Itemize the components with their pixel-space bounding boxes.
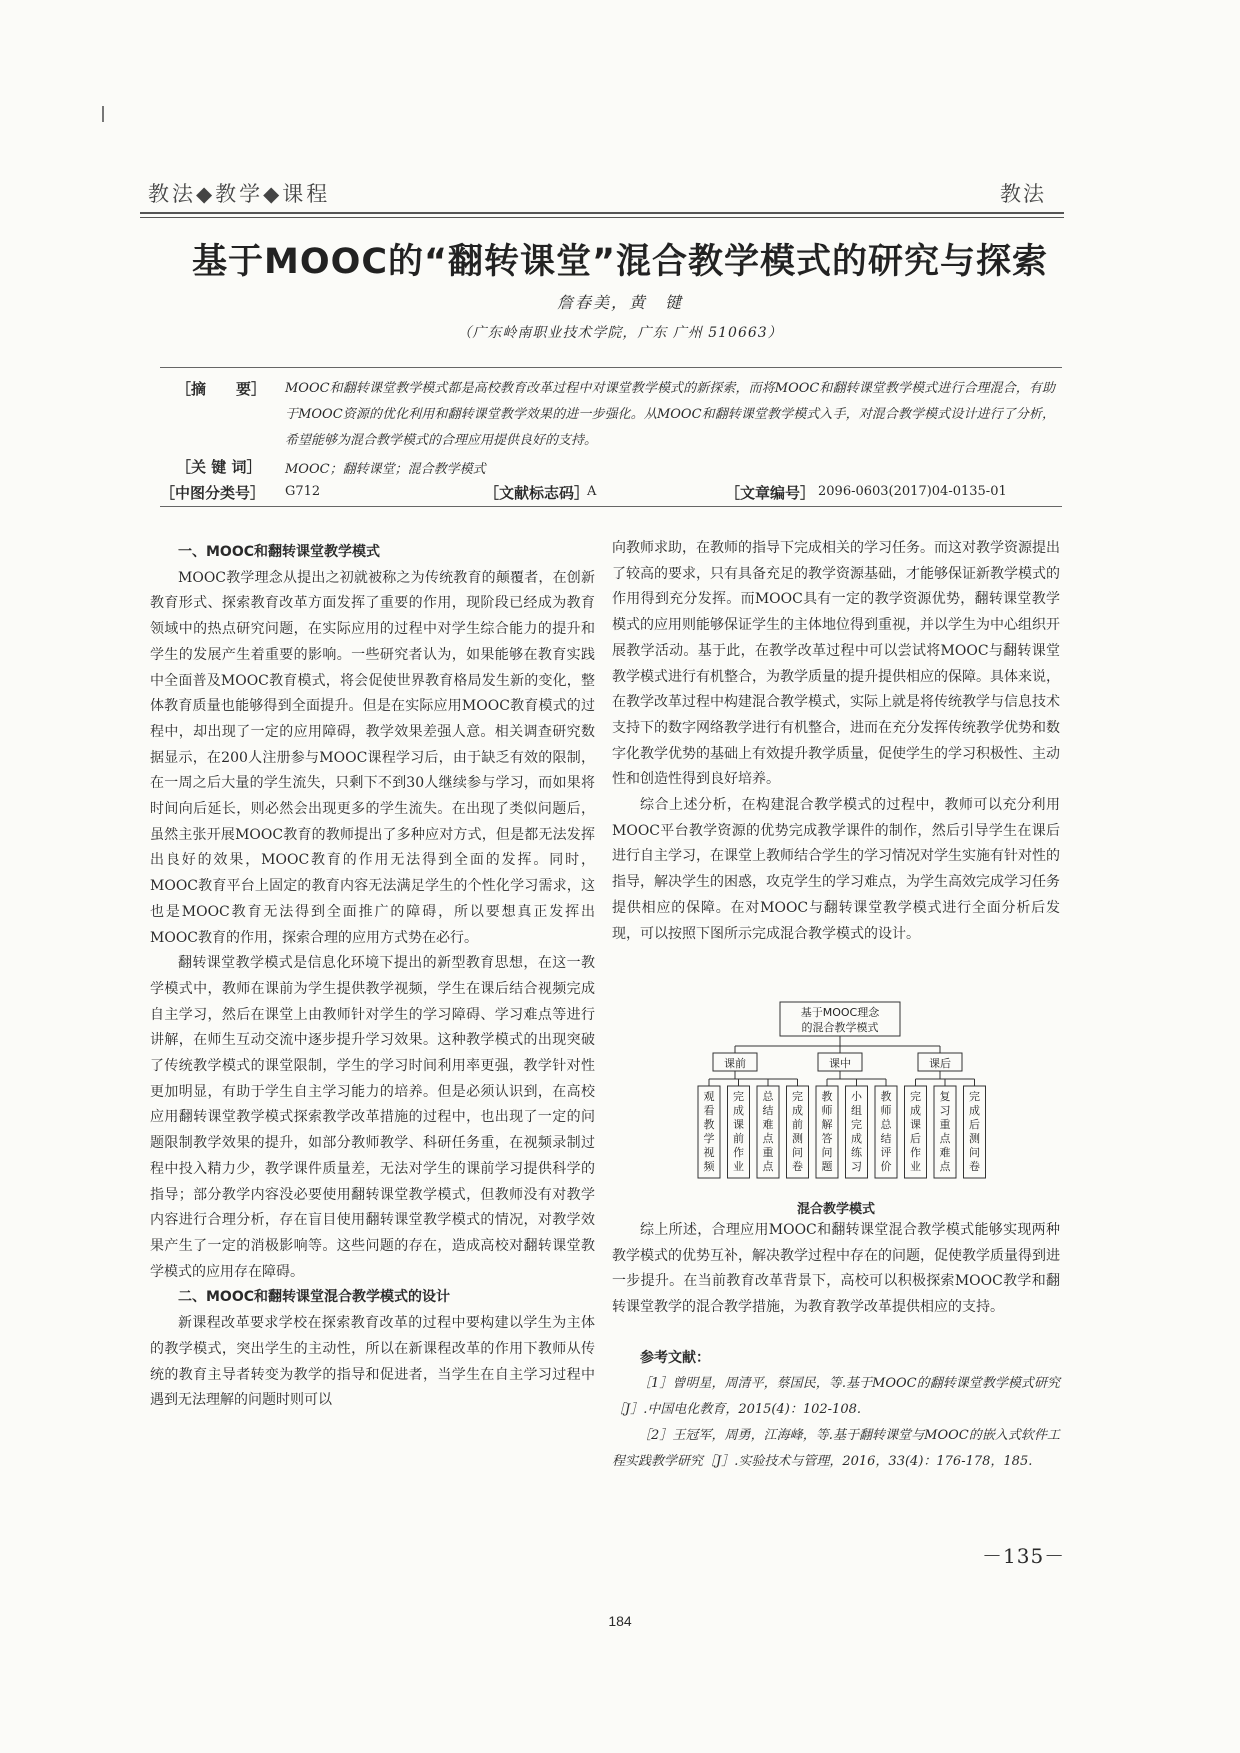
diagram-phase-label: 课中 bbox=[829, 1057, 851, 1070]
keywords-label: ［关 键 词］ bbox=[176, 458, 262, 476]
diagram-leaf-label: 点 bbox=[762, 1132, 774, 1145]
diagram-leaf-label: 成 bbox=[851, 1132, 862, 1145]
abstract-label: ［摘 要］ bbox=[176, 380, 267, 398]
diagram-leaf-label: 问 bbox=[969, 1146, 980, 1159]
diagram-leaf-label: 课 bbox=[910, 1118, 921, 1131]
classification-value: G712 bbox=[285, 484, 321, 499]
diagram-leaf-label: 业 bbox=[733, 1160, 744, 1173]
scan-mark bbox=[102, 106, 104, 122]
hierarchy-diagram bbox=[690, 1000, 990, 1200]
diagram-leaf-label: 卷 bbox=[792, 1160, 803, 1173]
diagram-leaf-label: 习 bbox=[939, 1104, 951, 1117]
diagram-leaf-label: 难 bbox=[939, 1146, 951, 1159]
diagram-leaf-label: 看 bbox=[703, 1104, 715, 1117]
diagram-leaf-label: 成 bbox=[792, 1104, 803, 1117]
diagram-leaf-label: 练 bbox=[851, 1146, 862, 1159]
diagram-leaf-label: 小 bbox=[851, 1090, 862, 1103]
diagram-leaf-label: 解 bbox=[821, 1118, 833, 1131]
diagram-leaf-label: 测 bbox=[792, 1132, 803, 1145]
diagram-leaf-label: 重 bbox=[939, 1118, 951, 1131]
left-column bbox=[150, 540, 595, 1414]
section-heading-1: 一、MOOC和翻转课堂教学模式 bbox=[178, 544, 381, 560]
diagram-leaf-label: 问 bbox=[792, 1146, 803, 1159]
diagram-leaf-label: 师 bbox=[821, 1104, 833, 1117]
diagram-leaf-label: 业 bbox=[910, 1160, 921, 1173]
diagram-leaf-label: 视 bbox=[703, 1146, 715, 1159]
diagram-caption: 混合教学模式 bbox=[796, 1202, 875, 1217]
diagram-leaf-label: 成 bbox=[969, 1104, 980, 1117]
references-heading: 参考文献： bbox=[640, 1350, 710, 1366]
diagram-leaf-label: 重 bbox=[762, 1146, 774, 1159]
diagram-leaf-label: 前 bbox=[792, 1118, 803, 1131]
header-rule-thin bbox=[140, 217, 1064, 218]
diagram-leaf-label: 习 bbox=[851, 1160, 862, 1173]
article-authors: 詹春美，黄 键 bbox=[556, 293, 683, 312]
diagram-leaf-label: 卷 bbox=[969, 1160, 980, 1173]
diagram-leaf-label: 点 bbox=[939, 1132, 951, 1145]
diagram-leaf-label: 测 bbox=[969, 1132, 980, 1145]
diagram-leaf-label: 前 bbox=[733, 1132, 744, 1145]
journal-section-header: 教法◆教学◆课程 bbox=[148, 182, 331, 206]
paragraph: MOOC教学理念从提出之初就被称之为传统教育的颠覆者，在创新教育形式、探索教育改革方面发挥了重要的作用，现阶段已经成为教育领域中的热点研究问题，在实际应用的过程中对学生综合能力的提升和学生的发展产生着重要的影响。一些研究者认为，如果能够在教育实践中全面普及MOOC教育模式，将会促使世界教育格局发生新的变化，整体教育质量也能够得到全面提升。但是在实际应用MOOC教育模式的过程中，却出现了一定的应用障碍，教学效果差强人意。相关调查研究数据显示，在200人注册参与MOOC课程学习后，由于缺乏有效的限制，在一周之后大量的学生流失，只剩下不到30人继续参与学习，而如果将时间向后延长，则必然会出现更多的学生流失。在出现了类似问题后，虽然主张开展MOOC教育的教师提出了多种应对方式，但是都无法发挥出良好的效果，MOOC教育的作用无法得到全面的发挥。同时，MOOC教育平台上固定的教育内容无法满足学生的个性化学习需求，这也是MOOC教育无法得到全面推广的障碍，所以要想真正发挥出MOOC教育的作用，探索合理的应用方式势在必行。 bbox=[150, 569, 595, 946]
diagram-root-label: 的混合教学模式 bbox=[801, 1021, 879, 1034]
diagram-leaf-label: 学 bbox=[703, 1132, 715, 1145]
diagram-leaf-label: 作 bbox=[733, 1146, 744, 1159]
reference-item: ［1］曾明星，周清平，蔡国民，等.基于MOOC的翻转课堂教学模式研究［J］.中国电化教育，2015(4)：102-108. bbox=[612, 1376, 1060, 1417]
article-no-value: 2096-0603(2017)04-0135-01 bbox=[818, 484, 1007, 499]
article-no-label: ［文章编号］ bbox=[725, 484, 816, 502]
diagram-leaf-label: 师 bbox=[880, 1104, 892, 1117]
paragraph: 向教师求助，在教师的指导下完成相关的学习任务。而这对教学资源提出了较高的要求，只有具备充足的教学资源基础，才能够保证新教学模式的作用得到充分发挥。而MOOC具有一定的教学资源优势，翻转课堂教学模式的应用则能够保证学生的主体地位得到重视，并以学生为中心组织开展教学活动。基于此，在教学改革过程中可以尝试将MOOC与翻转课堂教学模式进行有机整合，为教学质量的提升提供相应的保障。具体来说，在教学改革过程中构建混合教学模式，实际上就是将传统教学与信息技术支持下的数字网络教学进行有机整合，进而在充分发挥传统教学优势和数字化教学优势的基础上有效提升教学质量，促使学生的学习积极性、主动性和创造性得到良好培养。 bbox=[612, 540, 1060, 788]
right-column bbox=[612, 536, 1060, 947]
conclusion-paragraph-block bbox=[612, 1218, 1060, 1321]
diagram-leaf-label: 题 bbox=[821, 1160, 833, 1173]
diagram-leaf-label: 后 bbox=[969, 1118, 980, 1131]
doc-code-value: A bbox=[587, 484, 597, 499]
meta-rule-bottom bbox=[160, 506, 1062, 507]
diagram-leaf-label: 教 bbox=[703, 1118, 715, 1131]
diagram-leaf-label: 完 bbox=[969, 1090, 980, 1103]
diagram-leaf-label: 点 bbox=[939, 1160, 951, 1173]
diagram-leaf-label: 结 bbox=[762, 1104, 774, 1117]
footer-page-number: 184 bbox=[608, 1613, 632, 1629]
diagram-leaf-label: 完 bbox=[910, 1090, 921, 1103]
diagram-leaf-label: 组 bbox=[851, 1104, 862, 1117]
header-rule bbox=[140, 212, 1064, 214]
journal-section-tag: 教法 bbox=[1000, 182, 1046, 206]
diagram-leaf-label: 课 bbox=[733, 1118, 744, 1131]
diagram-leaf-label: 成 bbox=[733, 1104, 744, 1117]
diagram-leaf-label: 成 bbox=[910, 1104, 921, 1117]
references bbox=[612, 1345, 1060, 1475]
author-affiliation: （广东岭南职业技术学院，广东 广州 510663） bbox=[457, 325, 783, 341]
diagram-phase-label: 课后 bbox=[929, 1057, 951, 1070]
paragraph: 翻转课堂教学模式是信息化环境下提出的新型教育思想，在这一教学模式中，教师在课前为学生提供教学视频，学生在课后结合视频完成自主学习，然后在课堂上由教师针对学生的学习障碍、学习难点等进行讲解，在师生互动交流中逐步提升学习效果。这种教学模式的出现突破了传统教学模式的课堂限制，学生的学习时间利用率更强，教学针对性更加明显，有助于学生自主学习能力的培养。但是必须认识到，在高校应用翻转课堂教学模式探索教学改革措施的过程中，也出现了一定的问题限制教学效果的提升，如部分教师教学、科研任务重，在视频录制过程中投入精力少，教学课件质量差，无法对学生的课前学习提供科学的指导；部分教学内容没必要使用翻转课堂教学模式，但教师没有对教学内容进行合理分析，存在盲目使用翻转课堂教学模式的情况，对教学效果产生了一定的消极影响等。这些问题的存在，造成高校对翻转课堂教学模式的应用存在障碍。 bbox=[150, 955, 595, 1280]
diagram-leaf-label: 观 bbox=[703, 1090, 715, 1103]
diagram-leaf-label: 问 bbox=[821, 1146, 833, 1159]
diagram-root-label: 基于MOOC理念 bbox=[800, 1006, 880, 1019]
classification-label: ［中图分类号］ bbox=[160, 484, 266, 502]
diagram-leaf-label: 完 bbox=[733, 1090, 744, 1103]
meta-rule-top bbox=[160, 367, 1062, 368]
diagram-leaf-label: 作 bbox=[910, 1146, 921, 1159]
diagram-leaf-label: 后 bbox=[910, 1132, 921, 1145]
keywords-text: MOOC；翻转课堂；混合教学模式 bbox=[285, 462, 486, 477]
diagram-leaf-label: 教 bbox=[821, 1090, 833, 1103]
article-title: 基于MOOC的“翻转课堂”混合教学模式的研究与探索 bbox=[191, 242, 1049, 282]
diagram-leaf-label: 完 bbox=[792, 1090, 803, 1103]
diagram-leaf-label: 价 bbox=[880, 1160, 892, 1173]
diagram-leaf-label: 频 bbox=[703, 1160, 715, 1173]
diagram-leaf-label: 总 bbox=[762, 1090, 774, 1103]
paragraph: 新课程改革要求学校在探索教育改革的过程中要构建以学生为主体的教学模式，突出学生的主动性，所以在新课程改革的作用下教师从传统的教育主导者转变为教学的指导和促进者，当学生在自主学习过程中遇到无法理解的问题时则可以 bbox=[150, 1315, 595, 1409]
diagram-leaf-label: 难 bbox=[762, 1118, 774, 1131]
diagram-leaf-label: 复 bbox=[939, 1090, 951, 1103]
diagram-leaf-label: 完 bbox=[851, 1118, 862, 1131]
diagram-leaf-label: 答 bbox=[821, 1132, 833, 1145]
reference-item: ［2］王冠军，周勇，江海峰，等.基于翻转课堂与MOOC的嵌入式软件工程实践教学研究［J］.实验技术与管理，2016，33(4)：176-178，185. bbox=[612, 1428, 1060, 1469]
diagram-leaf-label: 结 bbox=[880, 1132, 892, 1145]
doc-code-label: ［文献标志码］ bbox=[484, 484, 590, 502]
abstract-text: MOOC和翻转课堂教学模式都是高校教育改革过程中对课堂教学模式的新探索，而将MOOC和翻转课堂教学模式进行合理混合，有助于MOOC资源的优化利用和翻转课堂教学效果的进一步强化。从MOOC和翻转课堂教学模式入手，对混合教学模式设计进行了分析，希望能够为混合教学模式的合理应用提供良好的支持。 bbox=[285, 381, 1055, 448]
paragraph: 综上所述，合理应用MOOC和翻转课堂混合教学模式能够实现两种教学模式的优势互补，解决教学过程中存在的问题，促使教学质量得到进一步提升。在当前教育改革背景下，高校可以积极探索MOOC教学和翻转课堂教学的混合教学措施，为教育教学改革提供相应的支持。 bbox=[612, 1222, 1060, 1316]
section-heading-2: 二、MOOC和翻转课堂混合教学模式的设计 bbox=[178, 1289, 451, 1306]
diagram-phase-label: 课前 bbox=[724, 1057, 746, 1070]
diagram-leaf-label: 评 bbox=[880, 1146, 892, 1159]
paragraph: 综合上述分析，在构建混合教学模式的过程中，教师可以充分利用MOOC平台教学资源的优势完成教学课件的制作，然后引导学生在课后进行自主学习，在课堂上教师结合学生的学习情况对学生实施有针对性的指导，解决学生的困惑，攻克学生的学习难点，为学生高效完成学习任务提供相应的保障。在对MOOC与翻转课堂教学模式进行全面分析后发现，可以按照下图所示完成混合教学模式的设计。 bbox=[612, 797, 1060, 942]
diagram-leaf-label: 总 bbox=[880, 1118, 892, 1131]
diagram-leaf-label: 点 bbox=[762, 1160, 774, 1173]
diagram-leaf-label: 教 bbox=[880, 1090, 892, 1103]
page-number: －135－ bbox=[982, 1544, 1066, 1568]
